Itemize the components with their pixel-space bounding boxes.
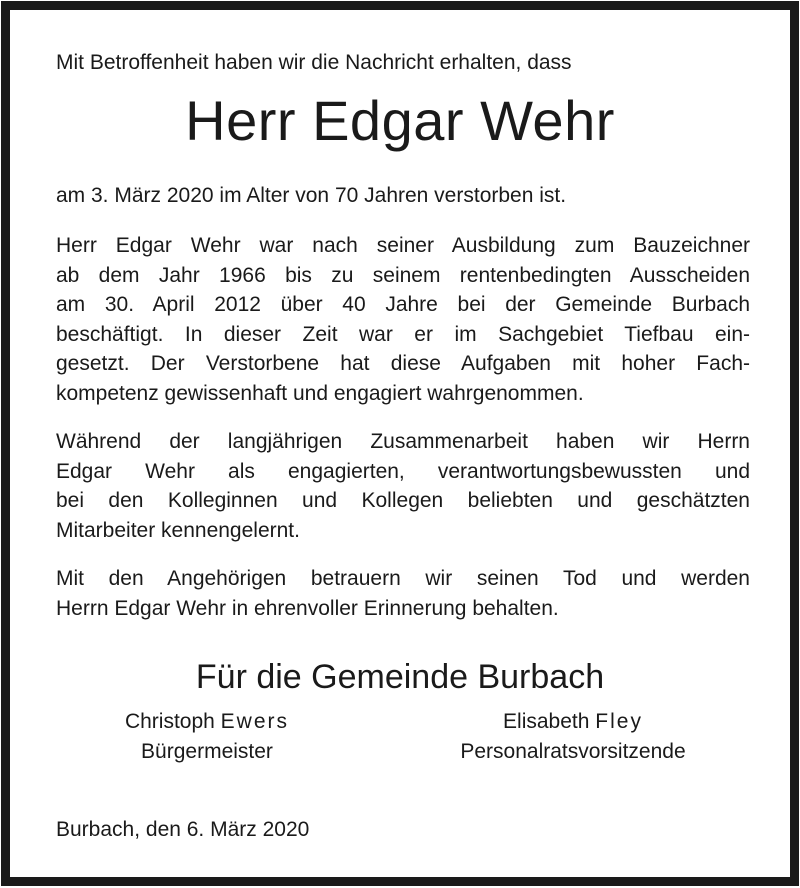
signatory-mayor: [56, 707, 358, 767]
signatory-staff-council: [422, 707, 724, 767]
biography-paragraph: [56, 231, 750, 408]
signatory-name: [422, 707, 724, 737]
condolence-paragraph: [56, 564, 750, 623]
text-line: beschäftigt. In dieser Zeit war er im Sachgebiet Tiefbau ein-: [56, 322, 750, 346]
text-line: Herr Edgar Wehr war nach seiner Ausbildung zum Bauzeichner: [56, 234, 750, 257]
obituary-notice: [1, 1, 799, 886]
intro-line: Mit Betroffenheit haben wir die Nachricht erhalten, dass: [56, 51, 572, 74]
text-line: bei den Kolleginnen und Kollegen beliebten und geschätzten: [56, 489, 750, 512]
signatory-name-text: Christoph Ewers: [124, 710, 290, 733]
signatory-role: Bürgermeister: [141, 740, 273, 763]
text-line: kompetenz gewissenhaft und engagiert wahrgenommen.: [56, 381, 584, 405]
text-line: Mitarbeiter kennengelernt.: [56, 518, 300, 542]
text-line: Edgar Wehr als engagierten, verantwortungsbewussten und: [56, 459, 750, 483]
text-line: ab dem Jahr 1966 bis zu seinem rentenbedingten Ausscheiden: [56, 263, 750, 287]
death-statement: am 3. März 2020 im Alter von 70 Jahren verstorben ist.: [56, 184, 567, 207]
signature-heading: Für die Gemeinde Burbach: [195, 658, 605, 696]
signatory-name: [56, 707, 358, 737]
text-line: Während der langjährigen Zusammenarbeit haben wir Herrn: [56, 430, 750, 453]
place-and-date: Burbach, den 6. März 2020: [56, 818, 310, 841]
signatory-role: Personalratsvorsitzende: [460, 740, 686, 763]
tribute-paragraph: [56, 427, 750, 545]
text-line: gesetzt. Der Verstorbene hat diese Aufgaben mit hoher Fach-: [56, 352, 750, 375]
deceased-name: Herr Edgar Wehr: [185, 89, 615, 152]
text-line: Herrn Edgar Wehr in ehrenvoller Erinnerung behalten.: [56, 596, 559, 620]
text-line: Mit den Angehörigen betrauern wir seinen Tod und werden: [56, 567, 750, 590]
signatory-name-text: Elisabeth Fley: [503, 710, 643, 733]
text-line: am 30. April 2012 über 40 Jahre bei der Gemeinde Burbach: [56, 293, 750, 316]
